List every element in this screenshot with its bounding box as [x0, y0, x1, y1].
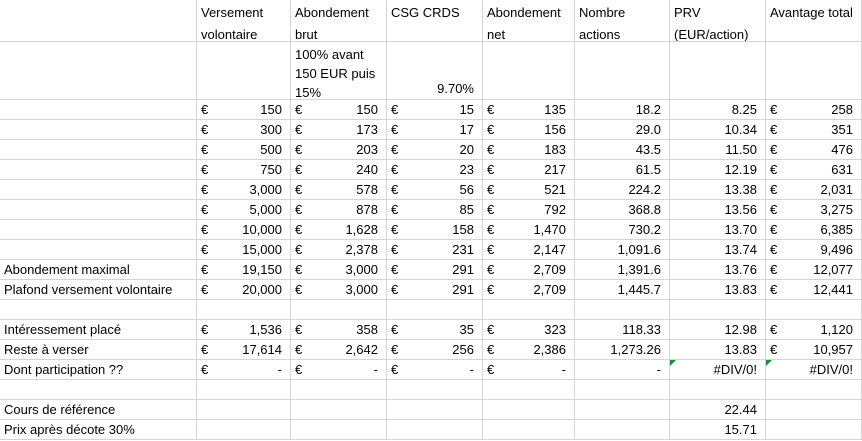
currency-symbol: € — [391, 162, 399, 177]
cell-abondement-net[interactable] — [483, 100, 575, 120]
currency-symbol: € — [201, 262, 209, 277]
cell-csg-value: 85 — [459, 202, 474, 217]
column-header-avantage[interactable]: Avantage total — [766, 0, 862, 42]
currency-symbol: € — [295, 222, 303, 237]
currency-symbol: € — [201, 362, 209, 377]
cell-empty[interactable] — [0, 0, 197, 42]
cell-empty[interactable] — [0, 42, 197, 100]
cell-empty[interactable] — [0, 120, 197, 140]
currency-symbol: € — [487, 202, 495, 217]
cell-avantage-total-value: 2,031 — [820, 182, 853, 197]
cell-versement-value: 17,614 — [242, 342, 282, 357]
cell-empty[interactable] — [575, 42, 670, 100]
cell-versement[interactable] — [197, 120, 291, 140]
cell-abondement-net-value: 217 — [544, 162, 566, 177]
cell-versement[interactable] — [197, 320, 291, 340]
cell-csg-value: 56 — [459, 182, 474, 197]
cell-nombre-actions[interactable]: 43.5 — [575, 140, 670, 160]
cell-empty[interactable] — [387, 420, 483, 440]
cell-nombre-actions[interactable]: 61.5 — [575, 160, 670, 180]
cell-avantage-total[interactable] — [766, 120, 862, 140]
currency-symbol: € — [487, 262, 495, 277]
currency-symbol: € — [295, 202, 303, 217]
cell-versement-value: - — [277, 362, 282, 377]
cell-csg[interactable] — [387, 280, 483, 300]
cell-empty[interactable] — [575, 380, 670, 400]
cell-empty[interactable] — [670, 300, 766, 320]
cell-nombre-actions[interactable]: 29.0 — [575, 120, 670, 140]
currency-symbol: € — [487, 182, 495, 197]
cell-empty[interactable] — [291, 380, 387, 400]
currency-symbol: € — [770, 222, 778, 237]
row-label[interactable]: Cours de référence — [0, 400, 197, 420]
cell-avantage-total-value: 258 — [831, 102, 853, 117]
cell-versement[interactable] — [197, 100, 291, 120]
cell-empty[interactable] — [483, 400, 575, 420]
cell-empty[interactable] — [766, 400, 862, 420]
cell-avantage-total-value: 1,120 — [820, 322, 853, 337]
column-header-csg[interactable]: CSG CRDS — [387, 0, 483, 42]
cell-abondement-net-value: - — [561, 362, 566, 377]
cell-versement[interactable] — [197, 140, 291, 160]
currency-symbol: € — [201, 162, 209, 177]
column-header-abondement-net[interactable]: Abondement net — [483, 0, 575, 42]
currency-symbol: € — [770, 202, 778, 217]
cell-avantage-total[interactable] — [766, 180, 862, 200]
column-header-nombre[interactable]: Nombre actions — [575, 0, 670, 42]
cell-abondement-net-value: 2,386 — [533, 342, 566, 357]
cell-abondement-net-value: 521 — [544, 182, 566, 197]
cell-csg-value: 35 — [459, 322, 474, 337]
cell-abondement-brut-value: 878 — [356, 202, 378, 217]
currency-symbol: € — [201, 222, 209, 237]
cell-abondement-net-value: 323 — [544, 322, 566, 337]
currency-symbol: € — [295, 122, 303, 137]
currency-symbol: € — [391, 242, 399, 257]
row-label[interactable]: Plafond versement volontaire — [0, 280, 197, 300]
cell-avantage-total-value: 12,441 — [813, 282, 853, 297]
cell-versement-value: 20,000 — [242, 282, 282, 297]
cell-avantage-total[interactable] — [766, 320, 862, 340]
cell-csg-value: 158 — [452, 222, 474, 237]
cell-empty[interactable] — [575, 300, 670, 320]
cell-abondement-net[interactable] — [483, 260, 575, 280]
cell-versement[interactable] — [197, 220, 291, 240]
cell-versement[interactable] — [197, 240, 291, 260]
cell-versement[interactable] — [197, 360, 291, 380]
cell-nombre-actions[interactable]: 224.2 — [575, 180, 670, 200]
currency-symbol: € — [201, 342, 209, 357]
cell-csg[interactable] — [387, 120, 483, 140]
cell-nombre-actions[interactable]: 18.2 — [575, 100, 670, 120]
cell-empty[interactable] — [766, 380, 862, 400]
cell-avantage-total[interactable]: #DIV/0! — [766, 360, 862, 380]
cell-versement-value: 150 — [260, 102, 282, 117]
currency-symbol: € — [391, 322, 399, 337]
currency-symbol: € — [391, 342, 399, 357]
cell-abondement-brut[interactable] — [291, 260, 387, 280]
cell-nombre-actions[interactable]: 1,273.26 — [575, 340, 670, 360]
column-header-abondement-brut[interactable]: Abondement brut — [291, 0, 387, 42]
cell-prv[interactable]: 12.19 — [670, 160, 766, 180]
cell-csg[interactable] — [387, 240, 483, 260]
cell-avantage-total[interactable] — [766, 340, 862, 360]
cell-abondement-brut-value: 358 — [356, 322, 378, 337]
currency-symbol: € — [295, 102, 303, 117]
cell-abondement-net[interactable] — [483, 140, 575, 160]
cell-prv[interactable]: 13.83 — [670, 340, 766, 360]
cell-csg-value: 291 — [452, 282, 474, 297]
cell-empty[interactable] — [483, 420, 575, 440]
cell-abondement-net[interactable] — [483, 220, 575, 240]
currency-symbol: € — [770, 242, 778, 257]
currency-symbol: € — [391, 182, 399, 197]
cell-abondement-brut[interactable] — [291, 140, 387, 160]
currency-symbol: € — [391, 282, 399, 297]
cell-nombre-actions[interactable]: 1,391.6 — [575, 260, 670, 280]
cell-csg[interactable] — [387, 140, 483, 160]
cell-avantage-total-value: 12,077 — [813, 262, 853, 277]
cell-empty[interactable] — [291, 300, 387, 320]
cell-abondement-net-value: 2,709 — [533, 282, 566, 297]
currency-symbol: € — [487, 162, 495, 177]
cell-abondement-brut-value: 150 — [356, 102, 378, 117]
currency-symbol: € — [295, 262, 303, 277]
currency-symbol: € — [487, 242, 495, 257]
row-label[interactable]: Abondement maximal — [0, 260, 197, 280]
cell-empty[interactable] — [387, 300, 483, 320]
cell-empty[interactable] — [0, 380, 197, 400]
cell-csg-value: 20 — [459, 142, 474, 157]
cell-abondement-net[interactable] — [483, 280, 575, 300]
cell-versement-value: 500 — [260, 142, 282, 157]
currency-symbol: € — [487, 342, 495, 357]
currency-symbol: € — [295, 362, 303, 377]
cell-avantage-total-value: 10,957 — [813, 342, 853, 357]
cell-prv[interactable]: 12.98 — [670, 320, 766, 340]
currency-symbol: € — [487, 102, 495, 117]
cell-empty[interactable] — [766, 300, 862, 320]
cell-abondement-brut-value: 3,000 — [345, 282, 378, 297]
cell-abondement-brut[interactable] — [291, 220, 387, 240]
cell-empty[interactable] — [0, 100, 197, 120]
cell-avantage-total-value: 476 — [831, 142, 853, 157]
currency-symbol: € — [770, 182, 778, 197]
cell-avantage-total[interactable] — [766, 160, 862, 180]
cell-csg[interactable] — [387, 160, 483, 180]
cell-empty[interactable] — [387, 380, 483, 400]
cell-prv[interactable]: #DIV/0! — [670, 360, 766, 380]
cell-empty[interactable] — [387, 400, 483, 420]
cell-avantage-total[interactable] — [766, 280, 862, 300]
cell-versement-value: 5,000 — [249, 202, 282, 217]
cell-abondement-brut-value: 3,000 — [345, 262, 378, 277]
cell-csg[interactable] — [387, 200, 483, 220]
cell-abondement-net[interactable] — [483, 180, 575, 200]
cell-abondement-brut[interactable] — [291, 100, 387, 120]
currency-symbol: € — [201, 282, 209, 297]
cell-empty[interactable] — [483, 42, 575, 100]
cell-empty[interactable] — [670, 380, 766, 400]
cell-abondement-brut-value: 240 — [356, 162, 378, 177]
row-label[interactable]: Dont participation ?? — [0, 360, 197, 380]
currency-symbol: € — [201, 202, 209, 217]
currency-symbol: € — [391, 122, 399, 137]
cell-empty[interactable] — [0, 300, 197, 320]
cell-abondement-brut[interactable] — [291, 280, 387, 300]
cell-csg[interactable] — [387, 100, 483, 120]
currency-symbol: € — [770, 342, 778, 357]
cell-avantage-total-value: 631 — [831, 162, 853, 177]
cell-empty[interactable] — [0, 140, 197, 160]
cell-abondement-net-value: 1,470 — [533, 222, 566, 237]
cell-avantage-total[interactable] — [766, 220, 862, 240]
cell-empty[interactable] — [766, 42, 862, 100]
cell-versement-value: 3,000 — [249, 182, 282, 197]
cell-nombre-actions[interactable]: 1,445.7 — [575, 280, 670, 300]
cell-abondement-brut-value: 2,642 — [345, 342, 378, 357]
cell-avantage-total-value: 9,496 — [820, 242, 853, 257]
currency-symbol: € — [201, 322, 209, 337]
error-indicator-icon — [766, 360, 772, 366]
cell-versement[interactable] — [197, 280, 291, 300]
currency-symbol: € — [391, 362, 399, 377]
cell-abondement-net[interactable] — [483, 120, 575, 140]
cell-abondement-brut-value: 1,628 — [345, 222, 378, 237]
cell-abondement-net[interactable] — [483, 360, 575, 380]
cell-abondement-net-value: 792 — [544, 202, 566, 217]
cell-abondement-brut-value: - — [373, 362, 378, 377]
cell-abondement-net-value: 135 — [544, 102, 566, 117]
cell-csg-value: 23 — [459, 162, 474, 177]
cell-abondement-net-value: 156 — [544, 122, 566, 137]
cell-versement-value: 300 — [260, 122, 282, 137]
currency-symbol: € — [391, 142, 399, 157]
currency-symbol: € — [391, 222, 399, 237]
currency-symbol: € — [391, 102, 399, 117]
cell-prv[interactable]: 11.50 — [670, 140, 766, 160]
cell-versement-value: 750 — [260, 162, 282, 177]
cell-empty[interactable] — [0, 200, 197, 220]
currency-symbol: € — [487, 222, 495, 237]
cell-versement-value: 15,000 — [242, 242, 282, 257]
cell-prv[interactable]: 13.83 — [670, 280, 766, 300]
column-header-versement[interactable]: Versement volontaire — [197, 0, 291, 42]
cell-versement[interactable] — [197, 180, 291, 200]
cell-abondement-brut[interactable] — [291, 200, 387, 220]
cell-empty[interactable] — [0, 240, 197, 260]
cell-abondement-brut-value: 173 — [356, 122, 378, 137]
cell-csg[interactable] — [387, 360, 483, 380]
cell-empty[interactable] — [0, 160, 197, 180]
cell-empty[interactable] — [197, 400, 291, 420]
currency-symbol: € — [295, 322, 303, 337]
cell-empty[interactable] — [0, 220, 197, 240]
cell-versement[interactable] — [197, 340, 291, 360]
cell-prv[interactable]: 13.76 — [670, 260, 766, 280]
cell-csg[interactable] — [387, 320, 483, 340]
cell-abondement-net[interactable] — [483, 200, 575, 220]
cell-abondement-net-value: 2,147 — [533, 242, 566, 257]
cell-csg[interactable] — [387, 180, 483, 200]
cell-empty[interactable] — [291, 400, 387, 420]
cell-csg[interactable] — [387, 340, 483, 360]
row-label[interactable]: Prix après décote 30% — [0, 420, 197, 440]
currency-symbol: € — [487, 122, 495, 137]
cell-prv[interactable]: 10.34 — [670, 120, 766, 140]
cell-abondement-brut[interactable] — [291, 120, 387, 140]
cell-avantage-total[interactable] — [766, 140, 862, 160]
currency-symbol: € — [201, 142, 209, 157]
cell-avantage-total-value: 351 — [831, 122, 853, 137]
cell-avantage-total[interactable] — [766, 260, 862, 280]
cell-prv[interactable]: 8.25 — [670, 100, 766, 120]
cell-empty[interactable] — [575, 400, 670, 420]
currency-symbol: € — [295, 142, 303, 157]
cell-csg-value: 17 — [459, 122, 474, 137]
cell-csg[interactable] — [387, 260, 483, 280]
currency-symbol: € — [770, 162, 778, 177]
cell-abondement-brut[interactable] — [291, 320, 387, 340]
currency-symbol: € — [391, 262, 399, 277]
cell-abondement-net[interactable] — [483, 340, 575, 360]
currency-symbol: € — [295, 282, 303, 297]
cell-avantage-total[interactable] — [766, 100, 862, 120]
cell-prv[interactable]: 13.38 — [670, 180, 766, 200]
cell-abondement-brut-value: 578 — [356, 182, 378, 197]
cell-csg-value: 291 — [452, 262, 474, 277]
cell-prv[interactable]: 13.74 — [670, 240, 766, 260]
currency-symbol: € — [201, 242, 209, 257]
cell-csg[interactable] — [387, 220, 483, 240]
currency-symbol: € — [487, 322, 495, 337]
cell-empty[interactable] — [0, 180, 197, 200]
cell-prv[interactable]: 13.56 — [670, 200, 766, 220]
cell-abondement-net[interactable] — [483, 160, 575, 180]
cell-empty[interactable] — [483, 300, 575, 320]
cell-versement-value: 1,536 — [249, 322, 282, 337]
cell-prv[interactable]: 13.70 — [670, 220, 766, 240]
cell-nombre-actions[interactable]: 730.2 — [575, 220, 670, 240]
cell-avantage-total[interactable] — [766, 200, 862, 220]
cell-empty[interactable] — [291, 420, 387, 440]
cell-abondement-brut[interactable] — [291, 180, 387, 200]
cell-csg-value: 231 — [452, 242, 474, 257]
currency-symbol: € — [770, 102, 778, 117]
currency-symbol: € — [201, 182, 209, 197]
currency-symbol: € — [201, 102, 209, 117]
cell-csg-value: 256 — [452, 342, 474, 357]
cell-abondement-net-value: 2,709 — [533, 262, 566, 277]
cell-versement[interactable] — [197, 200, 291, 220]
cell-empty[interactable] — [197, 420, 291, 440]
currency-symbol: € — [391, 202, 399, 217]
row-label[interactable]: Intéressement placé — [0, 320, 197, 340]
row-label[interactable]: Reste à verser — [0, 340, 197, 360]
cell-value[interactable]: 22.44 — [670, 400, 766, 420]
cell-abondement-brut[interactable] — [291, 360, 387, 380]
cell-value[interactable]: 15.71 — [670, 420, 766, 440]
currency-symbol: € — [295, 342, 303, 357]
cell-csg-value: - — [469, 362, 474, 377]
cell-nombre-actions[interactable]: 1,091.6 — [575, 240, 670, 260]
cell-empty[interactable] — [766, 420, 862, 440]
cell-csg-value: 15 — [459, 102, 474, 117]
cell-nombre-actions[interactable]: 368.8 — [575, 200, 670, 220]
cell-empty[interactable] — [197, 42, 291, 100]
cell-empty[interactable] — [197, 300, 291, 320]
cell-avantage-total-value: 3,275 — [820, 202, 853, 217]
cell-abondement-brut[interactable] — [291, 160, 387, 180]
cell-empty[interactable] — [197, 380, 291, 400]
currency-symbol: € — [770, 322, 778, 337]
currency-symbol: € — [770, 262, 778, 277]
currency-symbol: € — [770, 122, 778, 137]
cell-empty[interactable] — [575, 420, 670, 440]
currency-symbol: € — [770, 142, 778, 157]
cell-abondement-net-value: 183 — [544, 142, 566, 157]
currency-symbol: € — [770, 282, 778, 297]
note-abondement-brut[interactable]: 100% avant 150 EUR puis 15% — [291, 42, 387, 100]
column-header-prv[interactable]: PRV (EUR/action) — [670, 0, 766, 42]
cell-nombre-actions[interactable]: 118.33 — [575, 320, 670, 340]
cell-versement-value: 10,000 — [242, 222, 282, 237]
currency-symbol: € — [295, 182, 303, 197]
cell-abondement-net[interactable] — [483, 240, 575, 260]
cell-nombre-actions[interactable]: - — [575, 360, 670, 380]
cell-abondement-brut[interactable] — [291, 340, 387, 360]
cell-empty[interactable] — [670, 42, 766, 100]
currency-symbol: € — [487, 142, 495, 157]
error-indicator-icon — [670, 360, 676, 366]
cell-empty[interactable] — [483, 380, 575, 400]
currency-symbol: € — [295, 162, 303, 177]
cell-avantage-total[interactable] — [766, 240, 862, 260]
cell-avantage-total-value: 6,385 — [820, 222, 853, 237]
cell-abondement-brut[interactable] — [291, 240, 387, 260]
cell-versement[interactable] — [197, 260, 291, 280]
currency-symbol: € — [201, 122, 209, 137]
cell-abondement-brut-value: 2,378 — [345, 242, 378, 257]
currency-symbol: € — [487, 282, 495, 297]
note-csg-rate[interactable]: 9.70% — [387, 42, 483, 100]
cell-abondement-brut-value: 203 — [356, 142, 378, 157]
cell-versement[interactable] — [197, 160, 291, 180]
cell-abondement-net[interactable] — [483, 320, 575, 340]
cell-versement-value: 19,150 — [242, 262, 282, 277]
currency-symbol: € — [487, 362, 495, 377]
currency-symbol: € — [295, 242, 303, 257]
